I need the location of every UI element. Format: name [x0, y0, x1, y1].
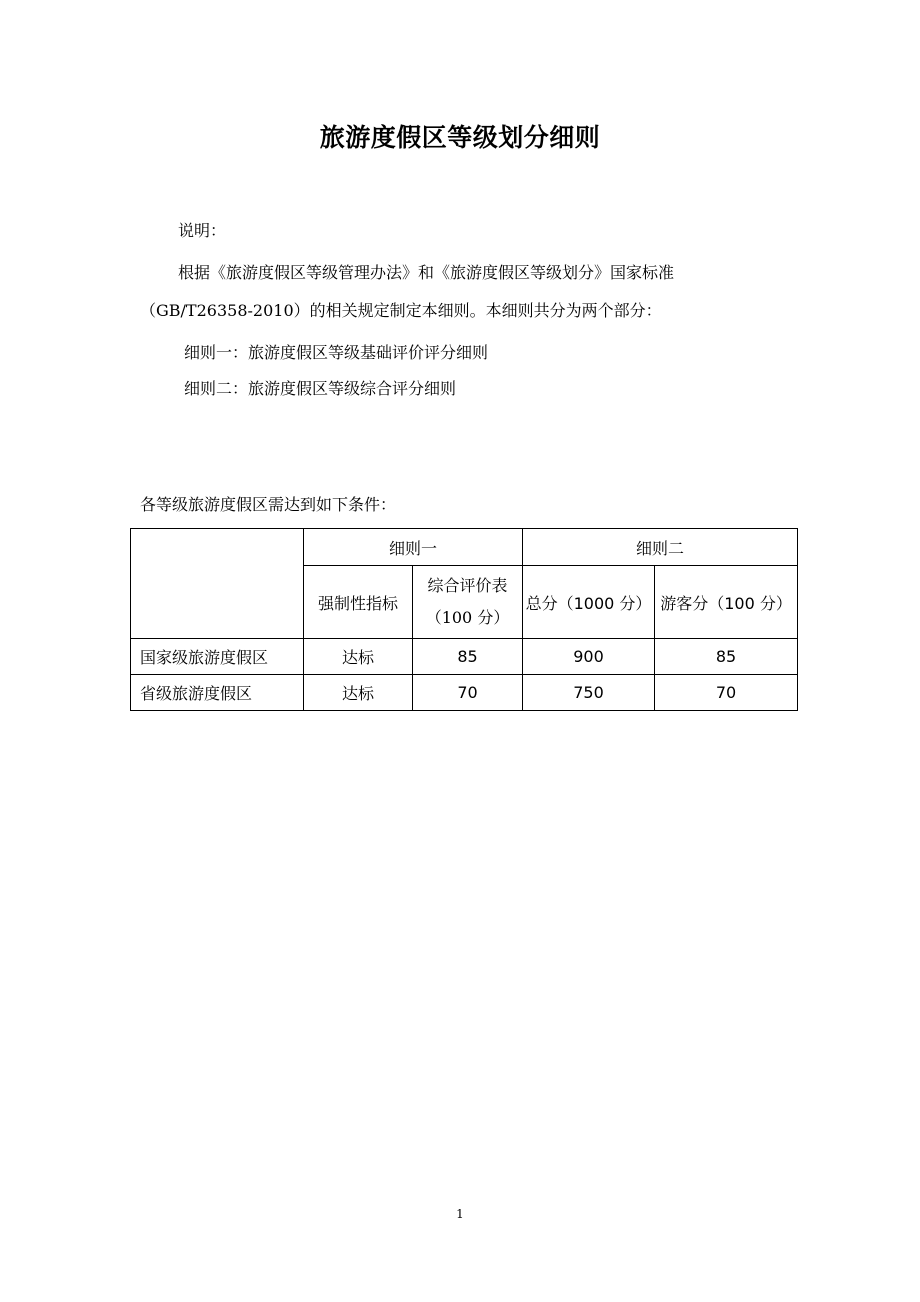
cell-evaluation-score: 70 [413, 675, 523, 711]
col-header-evaluation-line-2: （100 分） [425, 608, 510, 627]
col-header-evaluation [413, 566, 523, 639]
row-level-label: 国家级旅游度假区 [131, 639, 304, 675]
col-header-mandatory: 强制性指标 [304, 566, 413, 639]
page-title: 旅游度假区等级划分细则 [319, 123, 601, 152]
note-label: 说明： [178, 221, 227, 240]
cell-mandatory: 达标 [304, 675, 413, 711]
cell-total-score: 750 [523, 675, 655, 711]
col-header-total-score: 总分（1000 分） [523, 566, 655, 639]
rule-one-item: 细则一：旅游度假区等级基础评价评分细则 [184, 343, 489, 362]
intro-paragraph-line-2: （GB/T26358-2010）的相关规定制定本细则。本细则共分为两个部分： [140, 301, 662, 320]
cell-evaluation-score: 85 [413, 639, 523, 675]
cell-visitor-score: 85 [655, 639, 798, 675]
cell-mandatory: 达标 [304, 639, 413, 675]
table-group-header-row [131, 529, 798, 566]
table-corner-cell [131, 529, 304, 639]
col-header-visitor-score: 游客分（100 分） [655, 566, 798, 639]
col-header-evaluation-line-1: 综合评价表 [427, 576, 508, 595]
page-number: 1 [456, 1207, 464, 1221]
requirements-table [130, 528, 798, 711]
cell-visitor-score: 70 [655, 675, 798, 711]
rule-two-item: 细则二：旅游度假区等级综合评分细则 [184, 379, 457, 398]
intro-paragraph-line-1: 根据《旅游度假区等级管理办法》和《旅游度假区等级划分》国家标准 [178, 263, 675, 282]
cell-total-score: 900 [523, 639, 655, 675]
group-header-rule-one: 细则一 [304, 529, 523, 566]
table-row [131, 675, 798, 711]
row-level-label: 省级旅游度假区 [131, 675, 304, 711]
table-row [131, 639, 798, 675]
table-caption: 各等级旅游度假区需达到如下条件： [140, 495, 397, 514]
group-header-rule-two: 细则二 [523, 529, 798, 566]
